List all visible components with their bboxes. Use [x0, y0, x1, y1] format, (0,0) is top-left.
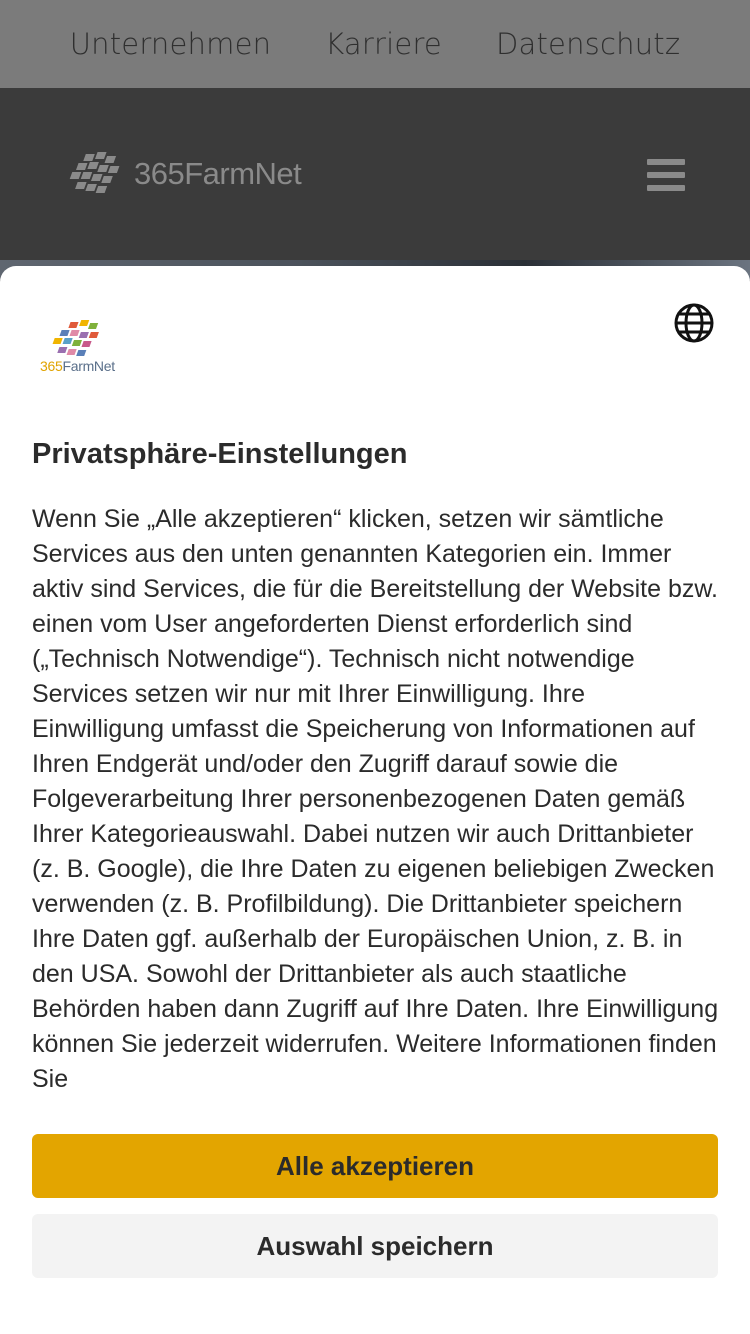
nav-link-datenschutz[interactable]: Datenschutz	[495, 27, 681, 61]
consent-logo	[40, 318, 122, 378]
farmnet-grid-logo-icon	[60, 148, 132, 200]
globe-icon[interactable]	[673, 302, 715, 344]
nav-link-unternehmen[interactable]: Unternehmen	[69, 27, 272, 61]
hamburger-menu-icon[interactable]	[647, 159, 685, 191]
privacy-consent-dialog	[0, 266, 750, 1334]
accept-all-button[interactable]: Alle akzeptieren	[32, 1134, 718, 1198]
consent-description: Wenn Sie „Alle akzeptieren“ klicken, setzen wir sämtliche Services aus den unten genannten Kategorien ein. Immer aktiv sind Services, die für die Bereitstellung der Website bzw. einen vom User angeforderten Dienst erforderlich sind („Technisch Notwendige“). Technisch nicht notwendige Services setzen wir nur mit Ihrer Einwilligung. Ihre Einwilligung umfasst die Speicherung von Informationen auf Ihren Endgerät und/oder den Zugriff darauf sowie die Folgeverarbeitung Ihrer personenbezogenen Daten gemäß Ihrer Kategorieauswahl. Dabei nutzen wir auch Drittanbieter (z. B. Google), die Ihre Daten zu eigenen beliebigen Zwecken verwenden (z. B. Profilbildung). Die Drittanbieter speichern Ihre Daten ggf. außerhalb der Europäischen Union, z. B. in den USA. Sowohl der Drittanbieter als auch staatliche Behörden haben dann Zugriff auf Ihre Daten. Ihre Einwilligung können Sie jederzeit widerrufen. Weitere Informationen finden Sie	[32, 505, 719, 1093]
colored-grid-logo-icon	[40, 318, 122, 360]
logo-name: FarmNet	[62, 358, 115, 374]
site-header	[0, 88, 750, 260]
save-selection-button[interactable]: Auswahl speichern	[32, 1214, 718, 1278]
brand-name: 365FarmNet	[134, 156, 302, 191]
logo-number: 365	[40, 358, 63, 374]
dialog-title: Privatsphäre-Einstellungen	[32, 438, 408, 470]
top-navigation	[0, 0, 750, 88]
nav-link-karriere[interactable]: Karriere	[325, 27, 442, 61]
site-logo[interactable]	[60, 148, 301, 200]
